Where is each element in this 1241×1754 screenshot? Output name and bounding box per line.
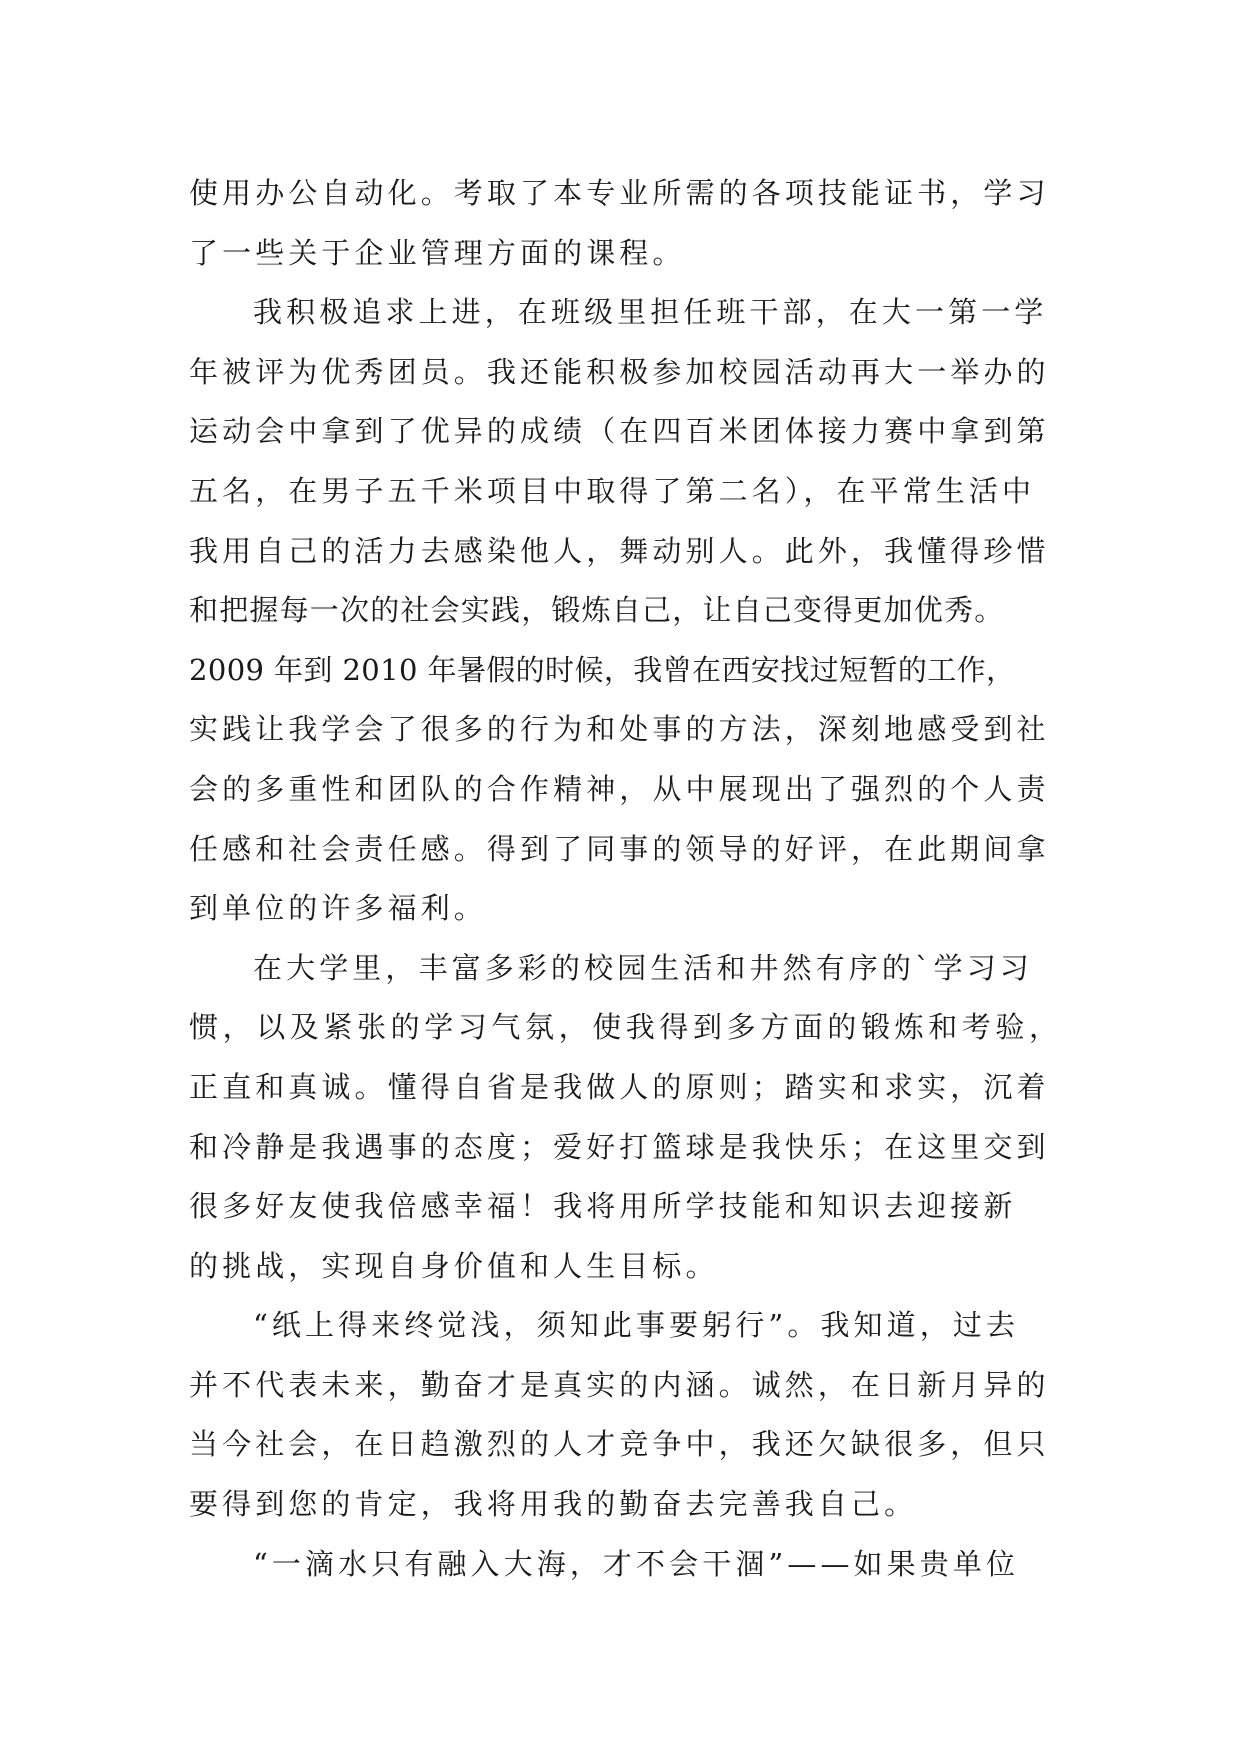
paragraph-start-line: “纸上得来终觉浅，须知此事要躬行”。我知道，过去	[253, 1308, 1020, 1343]
text-line: 年被评为优秀团员。我还能积极参加校园活动再大一举办的	[189, 354, 1050, 389]
text-line: 实践让我学会了很多的行为和处事的方法，深刻地感受到社	[189, 712, 1050, 747]
text-line: 很多好友使我倍感幸福！我将用所学技能和知识去迎接新	[189, 1189, 1017, 1224]
text-line: 并不代表未来，勤奋才是真实的内涵。诚然，在日新月异的	[189, 1367, 1050, 1402]
text-line: 运动会中拿到了优异的成绩（在四百米团体接力赛中拿到第	[189, 414, 1050, 449]
text-line: 到单位的许多福利。	[189, 891, 487, 926]
text-line: 我用自己的活力去感染他人，舞动别人。此外，我懂得珍惜	[189, 533, 1050, 568]
paragraph-start-line: 我积极追求上进，在班级里担任班干部，在大一第一学	[253, 295, 1048, 330]
text-line: 要得到您的肯定，我将用我的勤奋去完善我自己。	[189, 1487, 918, 1522]
text-line: 会的多重性和团队的合作精神，从中展现出了强烈的个人责	[189, 771, 1050, 806]
text-line: 任感和社会责任感。得到了同事的领导的好评，在此期间拿	[189, 831, 1050, 866]
body-text	[189, 164, 1063, 1594]
text-line: 当今社会，在日趋激烈的人才竞争中，我还欠缺很多，但只	[189, 1427, 1050, 1462]
text-line: 和冷静是我遇事的态度；爱好打篮球是我快乐；在这里交到	[189, 1129, 1050, 1164]
text-line: 的挑战，实现自身价值和人生目标。	[189, 1248, 719, 1283]
paragraph-start-line: “一滴水只有融入大海，才不会干涸”——如果贵单位	[253, 1546, 1020, 1581]
text-line: 五名，在男子五千米项目中取得了第二名），在平常生活中	[189, 473, 1036, 508]
text-line: 2009 年到 2010 年暑假的时候，我曾在西安找过短暂的工作，	[189, 652, 1016, 687]
text-line: 和把握每一次的社会实践，锻炼自己，让自己变得更加优秀。	[189, 593, 1005, 628]
paragraph-start-line: 在大学里，丰富多彩的校园生活和井然有序的`学习习	[253, 950, 1033, 985]
text-line: 使用办公自动化。考取了本专业所需的各项技能证书，学习	[189, 176, 1050, 210]
text-line: 正直和真诚。懂得自省是我做人的原则；踏实和求实，沉着	[189, 1069, 1050, 1104]
text-line: 惯，以及紧张的学习气氛，使我得到多方面的锻炼和考验，	[189, 1010, 1063, 1045]
text-line: 了一些关于企业管理方面的课程。	[189, 235, 686, 270]
